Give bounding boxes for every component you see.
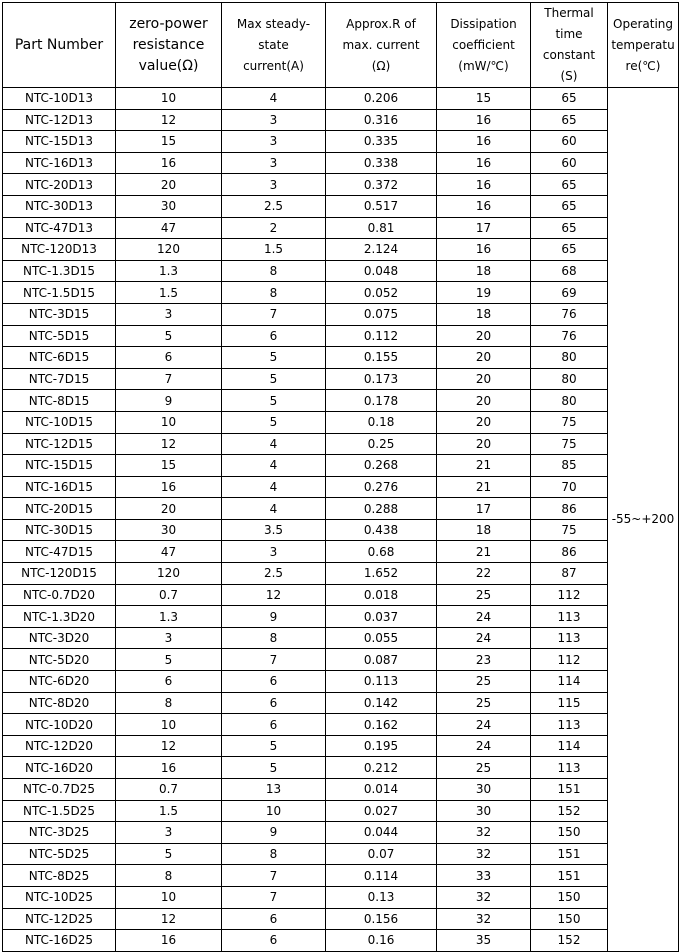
thermal-time-cell: 80 [531, 390, 608, 412]
max-current-cell: 3 [222, 152, 326, 174]
approx-r-cell: 0.68 [326, 541, 437, 563]
approx-r-cell: 0.055 [326, 627, 437, 649]
part-number-cell: NTC-0.7D20 [3, 584, 116, 606]
part-number-cell: NTC-47D15 [3, 541, 116, 563]
max-current-cell: 6 [222, 692, 326, 714]
table-row [3, 735, 679, 757]
dissipation-cell: 18 [437, 519, 531, 541]
table-row [3, 260, 679, 282]
thermal-time-cell: 112 [531, 649, 608, 671]
header-approx-r: Approx.R of max. current (Ω) [326, 3, 437, 88]
max-current-cell: 3.5 [222, 519, 326, 541]
approx-r-cell: 0.114 [326, 865, 437, 887]
dissipation-cell: 32 [437, 886, 531, 908]
table-row [3, 822, 679, 844]
approx-r-cell: 0.113 [326, 671, 437, 693]
dissipation-cell: 25 [437, 671, 531, 693]
approx-r-cell: 0.335 [326, 131, 437, 153]
part-number-cell: NTC-15D15 [3, 455, 116, 477]
resistance-cell: 16 [116, 152, 222, 174]
part-number-cell: NTC-0.7D25 [3, 779, 116, 801]
thermal-time-cell: 80 [531, 368, 608, 390]
part-number-cell: NTC-30D13 [3, 195, 116, 217]
thermal-time-cell: 150 [531, 886, 608, 908]
thermal-time-cell: 150 [531, 908, 608, 930]
max-current-cell: 3 [222, 541, 326, 563]
part-number-cell: NTC-6D20 [3, 671, 116, 693]
table-row [3, 131, 679, 153]
max-current-cell: 9 [222, 822, 326, 844]
resistance-cell: 5 [116, 325, 222, 347]
max-current-cell: 1.5 [222, 239, 326, 261]
thermal-time-cell: 114 [531, 735, 608, 757]
max-current-cell: 4 [222, 433, 326, 455]
approx-r-cell: 0.517 [326, 195, 437, 217]
approx-r-cell: 0.07 [326, 843, 437, 865]
dissipation-cell: 25 [437, 692, 531, 714]
part-number-cell: NTC-5D20 [3, 649, 116, 671]
thermal-time-cell: 152 [531, 800, 608, 822]
thermal-time-cell: 75 [531, 519, 608, 541]
max-current-cell: 8 [222, 282, 326, 304]
header-part-number: Part Number [3, 3, 116, 88]
table-row [3, 195, 679, 217]
table-row [3, 519, 679, 541]
table-row [3, 239, 679, 261]
max-current-cell: 4 [222, 476, 326, 498]
approx-r-cell: 0.372 [326, 174, 437, 196]
table-row [3, 433, 679, 455]
resistance-cell: 12 [116, 433, 222, 455]
max-current-cell: 7 [222, 303, 326, 325]
part-number-cell: NTC-3D15 [3, 303, 116, 325]
approx-r-cell: 0.16 [326, 930, 437, 952]
table-row [3, 109, 679, 131]
part-number-cell: NTC-47D13 [3, 217, 116, 239]
table-row [3, 411, 679, 433]
table-row [3, 498, 679, 520]
resistance-cell: 16 [116, 930, 222, 952]
thermal-time-cell: 114 [531, 671, 608, 693]
table-row [3, 455, 679, 477]
resistance-cell: 3 [116, 303, 222, 325]
part-number-cell: NTC-16D15 [3, 476, 116, 498]
max-current-cell: 9 [222, 606, 326, 628]
part-number-cell: NTC-30D15 [3, 519, 116, 541]
resistance-cell: 120 [116, 563, 222, 585]
part-number-cell: NTC-10D13 [3, 88, 116, 110]
resistance-cell: 16 [116, 476, 222, 498]
part-number-cell: NTC-5D25 [3, 843, 116, 865]
resistance-cell: 7 [116, 368, 222, 390]
dissipation-cell: 30 [437, 779, 531, 801]
resistance-cell: 3 [116, 627, 222, 649]
approx-r-cell: 0.178 [326, 390, 437, 412]
resistance-cell: 10 [116, 714, 222, 736]
part-number-cell: NTC-8D15 [3, 390, 116, 412]
part-number-cell: NTC-16D20 [3, 757, 116, 779]
approx-r-cell: 0.142 [326, 692, 437, 714]
resistance-cell: 8 [116, 865, 222, 887]
resistance-cell: 10 [116, 411, 222, 433]
thermal-time-cell: 113 [531, 606, 608, 628]
dissipation-cell: 17 [437, 498, 531, 520]
dissipation-cell: 24 [437, 714, 531, 736]
table-row [3, 347, 679, 369]
thermal-time-cell: 75 [531, 433, 608, 455]
dissipation-cell: 25 [437, 757, 531, 779]
part-number-cell: NTC-1.5D25 [3, 800, 116, 822]
thermal-time-cell: 150 [531, 822, 608, 844]
part-number-cell: NTC-1.5D15 [3, 282, 116, 304]
dissipation-cell: 16 [437, 174, 531, 196]
table-row [3, 541, 679, 563]
table-row [3, 174, 679, 196]
table-row [3, 843, 679, 865]
dissipation-cell: 30 [437, 800, 531, 822]
max-current-cell: 5 [222, 757, 326, 779]
approx-r-cell: 0.212 [326, 757, 437, 779]
ntc-spec-table [2, 2, 679, 952]
part-number-cell: NTC-10D20 [3, 714, 116, 736]
part-number-cell: NTC-120D15 [3, 563, 116, 585]
dissipation-cell: 24 [437, 606, 531, 628]
max-current-cell: 13 [222, 779, 326, 801]
dissipation-cell: 32 [437, 908, 531, 930]
part-number-cell: NTC-8D25 [3, 865, 116, 887]
resistance-cell: 30 [116, 519, 222, 541]
dissipation-cell: 33 [437, 865, 531, 887]
table-row [3, 671, 679, 693]
table-row [3, 303, 679, 325]
approx-r-cell: 0.25 [326, 433, 437, 455]
thermal-time-cell: 65 [531, 109, 608, 131]
part-number-cell: NTC-15D13 [3, 131, 116, 153]
table-row [3, 649, 679, 671]
max-current-cell: 5 [222, 368, 326, 390]
max-current-cell: 5 [222, 411, 326, 433]
table-row [3, 692, 679, 714]
max-current-cell: 2 [222, 217, 326, 239]
thermal-time-cell: 85 [531, 455, 608, 477]
dissipation-cell: 32 [437, 822, 531, 844]
approx-r-cell: 0.338 [326, 152, 437, 174]
thermal-time-cell: 151 [531, 843, 608, 865]
thermal-time-cell: 115 [531, 692, 608, 714]
part-number-cell: NTC-12D25 [3, 908, 116, 930]
max-current-cell: 4 [222, 455, 326, 477]
part-number-cell: NTC-10D15 [3, 411, 116, 433]
resistance-cell: 8 [116, 692, 222, 714]
approx-r-cell: 2.124 [326, 239, 437, 261]
resistance-cell: 47 [116, 217, 222, 239]
header-dissipation: Dissipation coefficient (mW/℃) [437, 3, 531, 88]
max-current-cell: 2.5 [222, 563, 326, 585]
dissipation-cell: 18 [437, 303, 531, 325]
table-row [3, 908, 679, 930]
resistance-cell: 10 [116, 886, 222, 908]
dissipation-cell: 21 [437, 476, 531, 498]
resistance-cell: 5 [116, 649, 222, 671]
dissipation-cell: 20 [437, 411, 531, 433]
max-current-cell: 7 [222, 865, 326, 887]
approx-r-cell: 0.288 [326, 498, 437, 520]
max-current-cell: 3 [222, 109, 326, 131]
thermal-time-cell: 60 [531, 131, 608, 153]
approx-r-cell: 0.155 [326, 347, 437, 369]
approx-r-cell: 0.316 [326, 109, 437, 131]
approx-r-cell: 0.162 [326, 714, 437, 736]
thermal-time-cell: 113 [531, 757, 608, 779]
thermal-time-cell: 75 [531, 411, 608, 433]
part-number-cell: NTC-12D13 [3, 109, 116, 131]
resistance-cell: 6 [116, 671, 222, 693]
resistance-cell: 15 [116, 131, 222, 153]
resistance-cell: 47 [116, 541, 222, 563]
part-number-cell: NTC-3D20 [3, 627, 116, 649]
dissipation-cell: 25 [437, 584, 531, 606]
max-current-cell: 6 [222, 908, 326, 930]
resistance-cell: 30 [116, 195, 222, 217]
dissipation-cell: 15 [437, 88, 531, 110]
thermal-time-cell: 80 [531, 347, 608, 369]
dissipation-cell: 20 [437, 368, 531, 390]
approx-r-cell: 0.206 [326, 88, 437, 110]
max-current-cell: 4 [222, 88, 326, 110]
approx-r-cell: 0.18 [326, 411, 437, 433]
max-current-cell: 6 [222, 325, 326, 347]
max-current-cell: 8 [222, 260, 326, 282]
part-number-cell: NTC-16D25 [3, 930, 116, 952]
part-number-cell: NTC-1.3D20 [3, 606, 116, 628]
dissipation-cell: 20 [437, 347, 531, 369]
table-row [3, 606, 679, 628]
thermal-time-cell: 60 [531, 152, 608, 174]
thermal-time-cell: 113 [531, 627, 608, 649]
resistance-cell: 1.5 [116, 282, 222, 304]
approx-r-cell: 0.052 [326, 282, 437, 304]
part-number-cell: NTC-1.3D15 [3, 260, 116, 282]
resistance-cell: 6 [116, 347, 222, 369]
approx-r-cell: 0.156 [326, 908, 437, 930]
max-current-cell: 7 [222, 649, 326, 671]
max-current-cell: 5 [222, 347, 326, 369]
thermal-time-cell: 86 [531, 498, 608, 520]
resistance-cell: 1.3 [116, 260, 222, 282]
resistance-cell: 15 [116, 455, 222, 477]
thermal-time-cell: 86 [531, 541, 608, 563]
approx-r-cell: 0.018 [326, 584, 437, 606]
max-current-cell: 12 [222, 584, 326, 606]
max-current-cell: 10 [222, 800, 326, 822]
thermal-time-cell: 152 [531, 930, 608, 952]
resistance-cell: 120 [116, 239, 222, 261]
max-current-cell: 3 [222, 131, 326, 153]
header-resistance: zero-power resistance value(Ω) [116, 3, 222, 88]
part-number-cell: NTC-8D20 [3, 692, 116, 714]
approx-r-cell: 0.112 [326, 325, 437, 347]
thermal-time-cell: 65 [531, 174, 608, 196]
resistance-cell: 12 [116, 908, 222, 930]
part-number-cell: NTC-16D13 [3, 152, 116, 174]
dissipation-cell: 16 [437, 195, 531, 217]
dissipation-cell: 22 [437, 563, 531, 585]
thermal-time-cell: 76 [531, 325, 608, 347]
resistance-cell: 9 [116, 390, 222, 412]
thermal-time-cell: 151 [531, 865, 608, 887]
header-row [3, 3, 679, 88]
thermal-time-cell: 70 [531, 476, 608, 498]
part-number-cell: NTC-20D13 [3, 174, 116, 196]
approx-r-cell: 0.195 [326, 735, 437, 757]
table-row [3, 584, 679, 606]
approx-r-cell: 0.13 [326, 886, 437, 908]
approx-r-cell: 0.81 [326, 217, 437, 239]
table-row [3, 714, 679, 736]
table-row [3, 368, 679, 390]
table-row [3, 282, 679, 304]
resistance-cell: 12 [116, 735, 222, 757]
part-number-cell: NTC-12D15 [3, 433, 116, 455]
table-row [3, 865, 679, 887]
thermal-time-cell: 65 [531, 195, 608, 217]
approx-r-cell: 0.087 [326, 649, 437, 671]
approx-r-cell: 0.014 [326, 779, 437, 801]
approx-r-cell: 0.075 [326, 303, 437, 325]
resistance-cell: 3 [116, 822, 222, 844]
thermal-time-cell: 151 [531, 779, 608, 801]
table-row [3, 217, 679, 239]
table-row [3, 779, 679, 801]
resistance-cell: 5 [116, 843, 222, 865]
dissipation-cell: 19 [437, 282, 531, 304]
max-current-cell: 6 [222, 930, 326, 952]
max-current-cell: 8 [222, 627, 326, 649]
max-current-cell: 6 [222, 714, 326, 736]
table-row [3, 627, 679, 649]
approx-r-cell: 0.027 [326, 800, 437, 822]
resistance-cell: 1.5 [116, 800, 222, 822]
dissipation-cell: 35 [437, 930, 531, 952]
header-thermal-time: Thermal time constant (S) [531, 3, 608, 88]
dissipation-cell: 16 [437, 239, 531, 261]
approx-r-cell: 0.268 [326, 455, 437, 477]
resistance-cell: 20 [116, 498, 222, 520]
table-row [3, 563, 679, 585]
max-current-cell: 8 [222, 843, 326, 865]
approx-r-cell: 0.044 [326, 822, 437, 844]
max-current-cell: 7 [222, 886, 326, 908]
max-current-cell: 5 [222, 390, 326, 412]
dissipation-cell: 21 [437, 541, 531, 563]
table-row [3, 886, 679, 908]
table-row [3, 930, 679, 952]
thermal-time-cell: 112 [531, 584, 608, 606]
max-current-cell: 5 [222, 735, 326, 757]
part-number-cell: NTC-120D13 [3, 239, 116, 261]
dissipation-cell: 18 [437, 260, 531, 282]
approx-r-cell: 0.276 [326, 476, 437, 498]
dissipation-cell: 23 [437, 649, 531, 671]
part-number-cell: NTC-3D25 [3, 822, 116, 844]
dissipation-cell: 20 [437, 433, 531, 455]
part-number-cell: NTC-6D15 [3, 347, 116, 369]
approx-r-cell: 0.048 [326, 260, 437, 282]
dissipation-cell: 24 [437, 627, 531, 649]
table-row [3, 800, 679, 822]
thermal-time-cell: 68 [531, 260, 608, 282]
max-current-cell: 4 [222, 498, 326, 520]
thermal-time-cell: 113 [531, 714, 608, 736]
table-row [3, 390, 679, 412]
dissipation-cell: 17 [437, 217, 531, 239]
resistance-cell: 16 [116, 757, 222, 779]
max-current-cell: 6 [222, 671, 326, 693]
dissipation-cell: 24 [437, 735, 531, 757]
thermal-time-cell: 65 [531, 239, 608, 261]
approx-r-cell: 0.037 [326, 606, 437, 628]
table-row [3, 88, 679, 110]
dissipation-cell: 21 [437, 455, 531, 477]
thermal-time-cell: 87 [531, 563, 608, 585]
approx-r-cell: 0.438 [326, 519, 437, 541]
part-number-cell: NTC-12D20 [3, 735, 116, 757]
resistance-cell: 20 [116, 174, 222, 196]
header-operating-temp: Operating temperature(℃) [608, 3, 679, 88]
dissipation-cell: 20 [437, 325, 531, 347]
resistance-cell: 12 [116, 109, 222, 131]
dissipation-cell: 16 [437, 152, 531, 174]
resistance-cell: 0.7 [116, 779, 222, 801]
table-row [3, 152, 679, 174]
max-current-cell: 3 [222, 174, 326, 196]
header-max-current: Max steady-state current(A) [222, 3, 326, 88]
table-body [3, 88, 679, 952]
resistance-cell: 10 [116, 88, 222, 110]
thermal-time-cell: 65 [531, 88, 608, 110]
thermal-time-cell: 76 [531, 303, 608, 325]
thermal-time-cell: 69 [531, 282, 608, 304]
dissipation-cell: 16 [437, 131, 531, 153]
resistance-cell: 0.7 [116, 584, 222, 606]
part-number-cell: NTC-20D15 [3, 498, 116, 520]
thermal-time-cell: 65 [531, 217, 608, 239]
part-number-cell: NTC-10D25 [3, 886, 116, 908]
approx-r-cell: 0.173 [326, 368, 437, 390]
table-row [3, 476, 679, 498]
operating-temp-range: -55~+200 [608, 88, 679, 952]
table-row [3, 325, 679, 347]
dissipation-cell: 16 [437, 109, 531, 131]
max-current-cell: 2.5 [222, 195, 326, 217]
approx-r-cell: 1.652 [326, 563, 437, 585]
part-number-cell: NTC-5D15 [3, 325, 116, 347]
resistance-cell: 1.3 [116, 606, 222, 628]
dissipation-cell: 20 [437, 390, 531, 412]
part-number-cell: NTC-7D15 [3, 368, 116, 390]
dissipation-cell: 32 [437, 843, 531, 865]
table-row [3, 757, 679, 779]
